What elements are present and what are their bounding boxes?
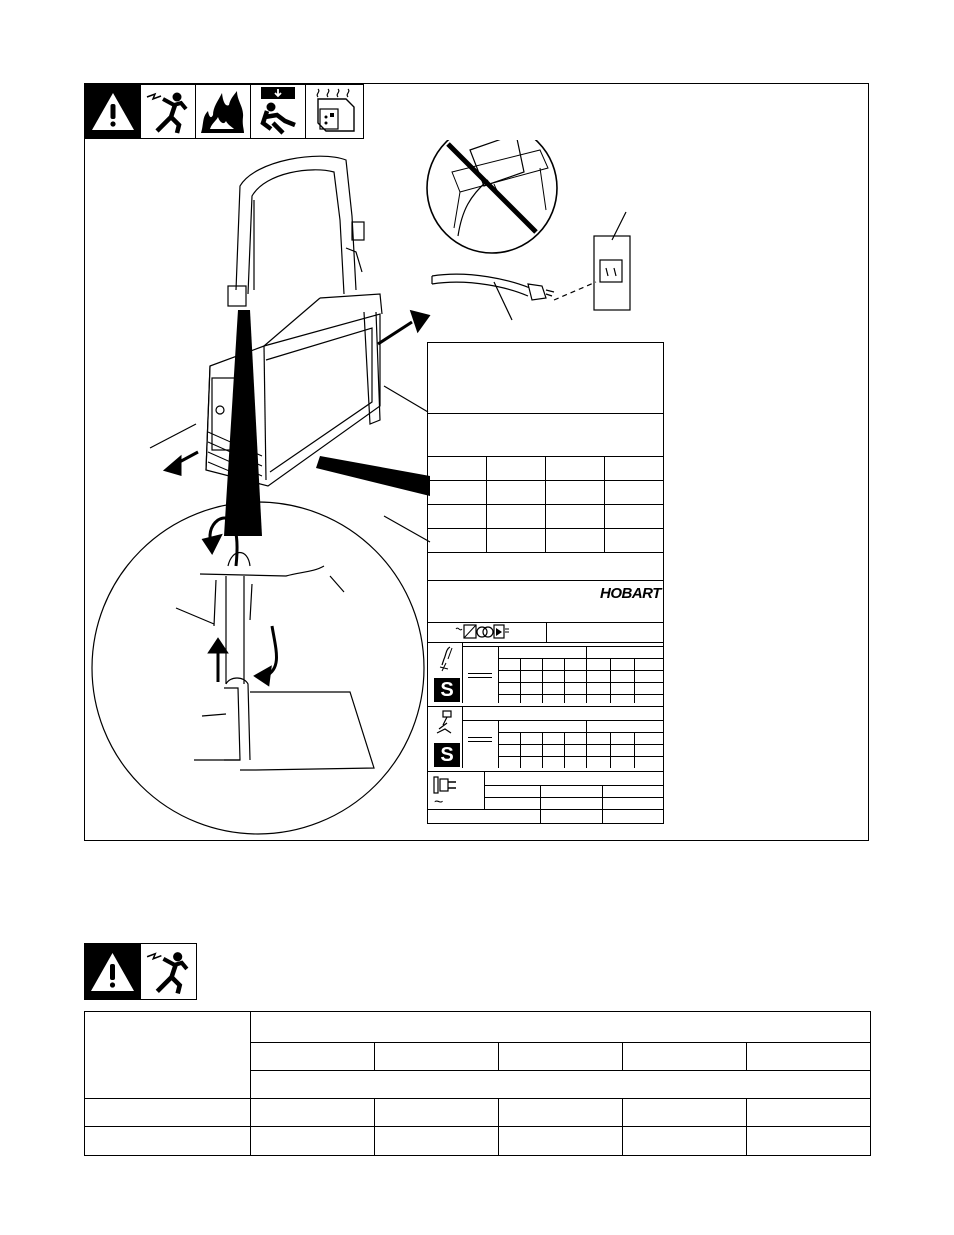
lift-arrows <box>150 312 428 474</box>
welding-process-icon <box>434 645 460 678</box>
shoulder-strap <box>228 156 364 306</box>
extension-cord-table <box>84 1011 871 1156</box>
warning-triangle-icon <box>85 84 141 139</box>
electric-shock-icon <box>140 84 196 139</box>
s-mark-icon: S <box>434 678 460 702</box>
electric-shock-icon <box>140 943 197 1000</box>
s-mark-icon: S <box>434 743 460 767</box>
brand-logo: HOBART <box>600 585 661 602</box>
ac-symbol-icon: ~ <box>434 794 444 811</box>
detail-circle <box>92 502 424 834</box>
warning-triangle-icon <box>84 943 141 1000</box>
hot-parts-icon <box>305 84 364 139</box>
rating-nameplate <box>427 342 664 824</box>
falling-equipment-icon <box>250 84 306 139</box>
welding-process-icon <box>433 709 459 740</box>
prohibited-use-circle <box>427 140 557 253</box>
fire-icon <box>195 84 251 139</box>
